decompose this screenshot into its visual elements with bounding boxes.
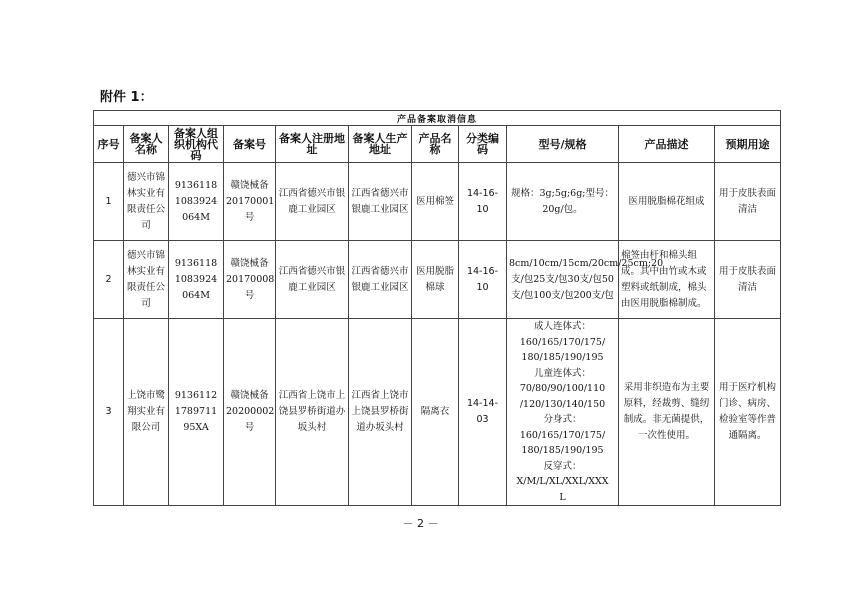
- cell-product-name: 隔离衣: [412, 319, 459, 506]
- cell-record-no: 赣饶械备20170008号: [224, 241, 276, 319]
- cell-product-name: 医用脱脂棉球: [412, 241, 459, 319]
- cell-spec: 成人连体式： 160/165/170/175/ 180/185/190/195 儿童连体式： 70/80/90/100/110 /120/130/140/150 分身式： 160/165/170/175/ 180/185/190/195 反穿式： X/M/L/XL/XXL/XXX L: [507, 319, 619, 506]
- cell-index: 3: [94, 319, 124, 506]
- header-index: 序号: [94, 126, 124, 163]
- header-reg-address: 备案人注册地址: [276, 126, 349, 163]
- cell-description: 医用脱脂棉花组成: [619, 163, 715, 241]
- cell-spec: 8cm/10cm/15cm/20cm/25cm;20支/包25支/包30支/包50支/包100支/包200支/包: [507, 241, 619, 319]
- cell-company: 上饶市鹭翔实业有限公司: [124, 319, 169, 506]
- product-record-cancellation-table: [93, 110, 781, 506]
- table-row: [94, 163, 781, 241]
- attachment-label: 附件 1：: [100, 90, 153, 105]
- cell-spec: 规格：3g;5g;6g;型号：20g/包。: [507, 163, 619, 241]
- cell-class-code: 14-14- 03: [459, 319, 507, 506]
- cell-product-name: 医用棉签: [412, 163, 459, 241]
- header-spec: 型号/规格: [507, 126, 619, 163]
- cell-index: 1: [94, 163, 124, 241]
- cell-prod-address: 江西省德兴市银鹿工业园区: [349, 163, 412, 241]
- header-product-name: 产品名称: [412, 126, 459, 163]
- header-description: 产品描述: [619, 126, 715, 163]
- table-header-row: [94, 126, 781, 163]
- cell-company: 德兴市锦林实业有限责任公司: [124, 163, 169, 241]
- cell-class-code: 14-16- 10: [459, 163, 507, 241]
- cell-index: 2: [94, 241, 124, 319]
- header-intended-use: 预期用途: [715, 126, 781, 163]
- cell-org-code: 9136118 1083924 064M: [169, 241, 224, 319]
- header-company: 备案人名称: [124, 126, 169, 163]
- cell-intended-use: 用于皮肤表面清洁: [715, 241, 781, 319]
- cell-prod-address: 江西省上饶市上饶县罗桥街道办坂头村: [349, 319, 412, 506]
- cell-intended-use: 用于皮肤表面清洁: [715, 163, 781, 241]
- cell-description: 采用非织造布为主要原料，经裁剪、缝纫制成。非无菌提供，一次性使用。: [619, 319, 715, 506]
- cell-intended-use: 用于医疗机构门诊、病房、检验室等作普通隔离。: [715, 319, 781, 506]
- header-org-code: 备案人组织机构代码: [169, 126, 224, 163]
- cell-org-code: 9136118 1083924 064M: [169, 163, 224, 241]
- cell-class-code: 14-16- 10: [459, 241, 507, 319]
- table-caption: 产品备案取消信息: [94, 111, 781, 126]
- cell-record-no: 赣饶械备20200002号: [224, 319, 276, 506]
- cell-reg-address: 江西省德兴市银鹿工业园区: [276, 241, 349, 319]
- page-number: － 2 －: [402, 517, 439, 530]
- cell-record-no: 赣饶械备20170001号: [224, 163, 276, 241]
- header-class-code: 分类编码: [459, 126, 507, 163]
- table-row: [94, 241, 781, 319]
- cell-prod-address: 江西省德兴市银鹿工业园区: [349, 241, 412, 319]
- table-row: [94, 319, 781, 506]
- cell-company: 德兴市锦林实业有限责任公司: [124, 241, 169, 319]
- cell-org-code: 9136112 1789711 95XA: [169, 319, 224, 506]
- header-prod-address: 备案人生产地址: [349, 126, 412, 163]
- cell-reg-address: 江西省德兴市银鹿工业园区: [276, 163, 349, 241]
- cell-description: 棉签由杆和棉头组成。其中由竹或木或塑料或纸制成，棉头由医用脱脂棉制成。: [619, 241, 715, 319]
- cell-reg-address: 江西省上饶市上饶县罗桥街道办坂头村: [276, 319, 349, 506]
- header-record-no: 备案号: [224, 126, 276, 163]
